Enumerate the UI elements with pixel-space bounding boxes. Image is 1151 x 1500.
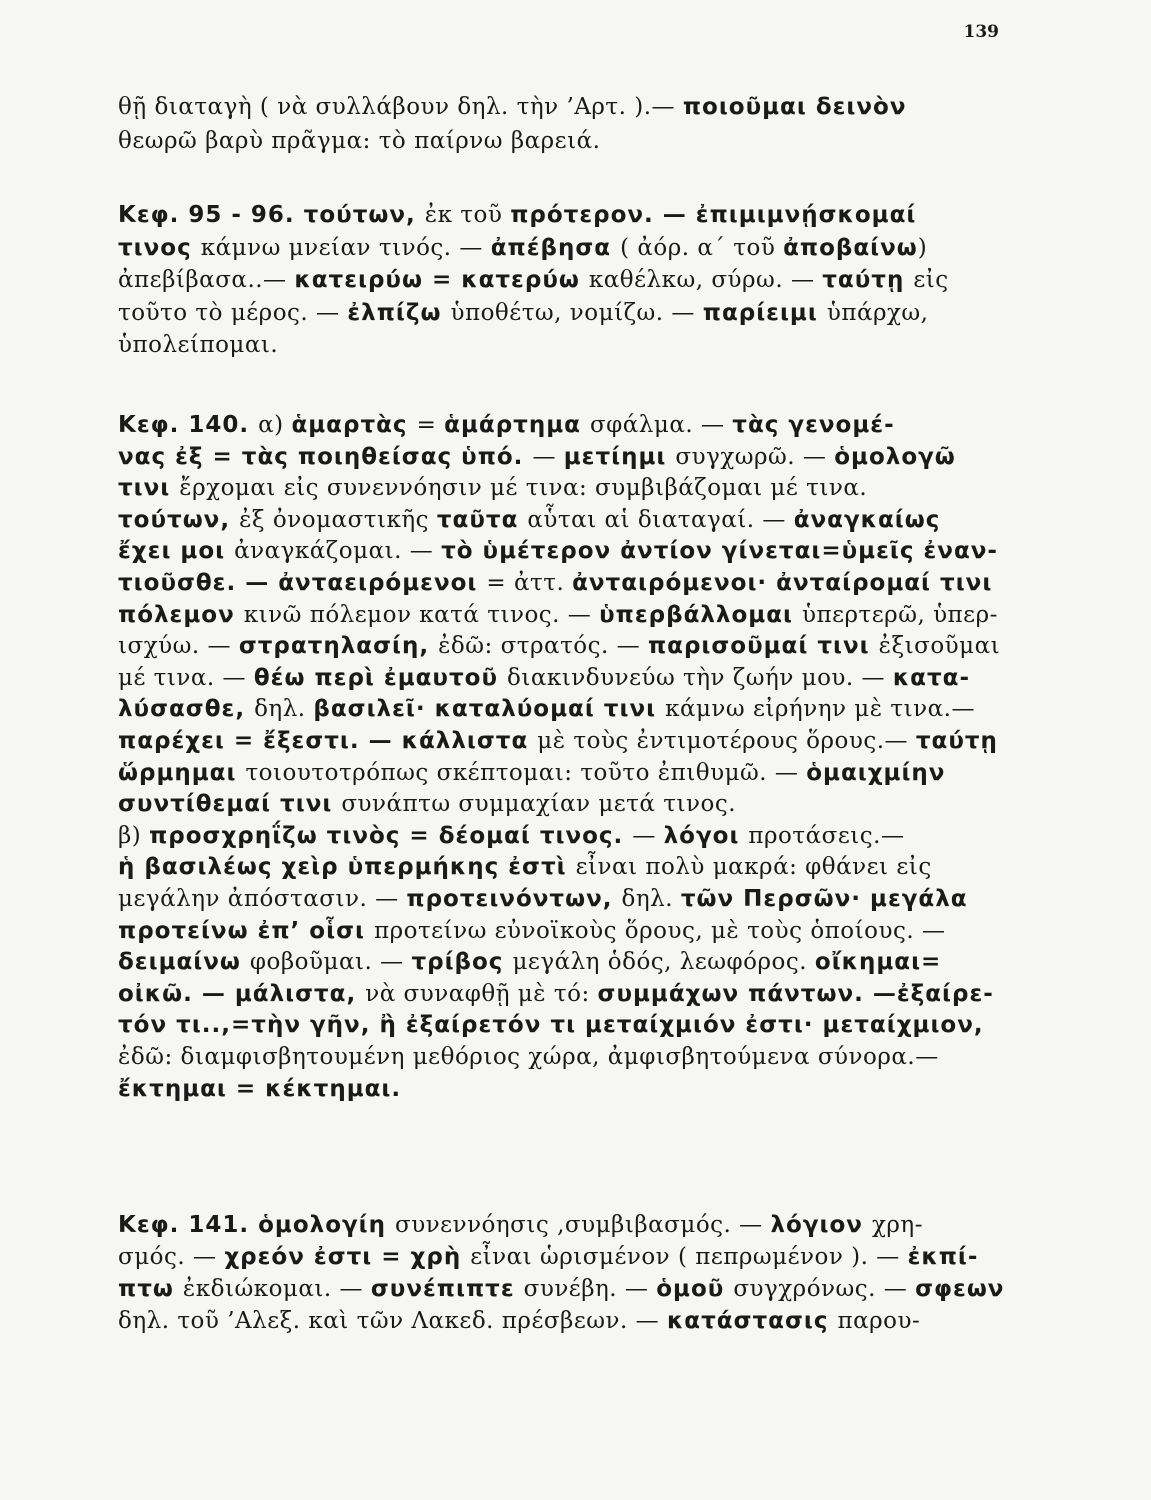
gloss-text: εἶναι πολὺ μακρά: φθάνει εἰς: [575, 854, 932, 881]
bold-term: τιοῦσθε. — ἀνταειρόμενοι: [118, 570, 487, 596]
gloss-text: μεγάλη ὁδός, λεωφόρος.: [512, 949, 815, 976]
gloss-text: δηλ.: [621, 886, 681, 912]
gloss-text: ὑπολείπομαι.: [118, 332, 279, 358]
bold-term: ἔχει μοι: [118, 538, 235, 565]
gloss-text: φοβοῦμαι. —: [249, 949, 412, 976]
bold-term: θέω περὶ ἐμαυτοῦ: [253, 664, 507, 691]
text-line: [118, 536, 1038, 566]
gloss-text: β): [118, 822, 150, 849]
gloss-text: χρη-: [871, 1212, 923, 1238]
gloss-text: προτείνω εὐνοϊκοὺς ὅρους, μὲ τοὺς ὁποίους. —: [373, 917, 946, 944]
bold-term: πόλεμον: [118, 601, 244, 628]
bold-term: ἀναγκαίως: [793, 506, 941, 533]
text-line: [118, 330, 1038, 360]
text-line: [118, 979, 1038, 1009]
gloss-text: εἶναι ὡρισμένον ( πεπρωμένον ). —: [470, 1244, 908, 1270]
gloss-text: αὗται αἱ διαταγαί. —: [527, 506, 794, 533]
text-line: [118, 631, 1038, 661]
bold-term: ταύτῃ: [822, 267, 914, 293]
gloss-text: ὑπερτερῶ, ὑπερ-: [802, 601, 998, 628]
gloss-text: συγχρόνως. —: [733, 1276, 916, 1302]
text-line: [118, 852, 1038, 882]
bold-term: παρέχει = ἔξεστι. — κάλλιστα: [118, 728, 538, 754]
bold-term: μετίημι: [563, 443, 676, 470]
bold-term: βασιλεῖ· καταλύομαί τινι: [313, 696, 666, 723]
text-line: [118, 265, 1038, 295]
bold-term: οἰκῶ. — μάλιστα,: [118, 980, 366, 1007]
bold-term: συμμάχων πάντων. —ἐξαίρε-: [597, 980, 994, 1007]
bold-term: ὥρμημαι: [118, 759, 246, 786]
text-line: [118, 726, 1038, 756]
bold-term: στρατηλασίη,: [238, 633, 439, 660]
gloss-text: ἐκ τοῦ: [424, 202, 511, 228]
gloss-text: συγχωρῶ. —: [675, 443, 835, 470]
text-line: [118, 884, 1038, 914]
gloss-text: μὲ τοὺς ἐντιμοτέρους ὅρους.—: [537, 728, 916, 754]
gloss-text: ἀναγκάζομαι. —: [234, 538, 442, 565]
text-line: [118, 126, 1038, 156]
bold-term: λόγιον: [770, 1212, 872, 1238]
gloss-text: δηλ.: [254, 696, 314, 723]
text-line: [118, 758, 1038, 788]
gloss-text: κάμνω μνείαν τινός. —: [200, 234, 491, 261]
bold-term: Κεφ. 141. ὁμολογίη: [118, 1212, 396, 1238]
gloss-text: μέ τινα. —: [118, 664, 254, 691]
gloss-text: ): [917, 234, 928, 261]
bold-term: οἴκημαι=: [814, 949, 942, 976]
bold-term: κατάστασις: [666, 1308, 838, 1334]
gloss-text: ὑποθέτω, νομίζω. —: [450, 299, 703, 326]
text-line: [118, 473, 1038, 503]
bold-term: τούτων,: [118, 506, 240, 533]
bold-term: Κεφ. 95 - 96. τούτων,: [118, 202, 425, 228]
text-line: [118, 694, 1038, 724]
text-line: [118, 200, 1038, 230]
gloss-text: συνάπτω συμμαχίαν μετά τινος.: [341, 791, 737, 818]
page-number: 139: [963, 22, 999, 42]
bold-term: δειμαίνω: [118, 949, 250, 976]
text-line: [118, 947, 1038, 977]
bold-term: ἀνταιρόμενοι· ἀνταίρομαί τινι: [572, 570, 993, 596]
bold-term: κατειρύω = κατερύω: [294, 267, 589, 293]
bold-term: ἡ βασιλέως χεὶρ ὑπερμήκης ἐστὶ: [118, 854, 576, 881]
text-line: [118, 568, 1038, 598]
gloss-text: καθέλκω, σύρω. —: [588, 267, 823, 293]
gloss-text: ἐδῶ: στρατός. —: [438, 633, 648, 660]
gloss-text: διακινδυνεύω τὴν ζωήν μου. —: [506, 664, 893, 691]
bold-term: κατα-: [892, 664, 971, 691]
gloss-text: συνέβη. —: [523, 1276, 657, 1302]
gloss-text: ισχύω. —: [118, 633, 239, 660]
gloss-text: τοῦτο τὸ μέρος. —: [118, 299, 348, 326]
text-line: [118, 600, 1038, 630]
text-line: [118, 298, 1038, 328]
text-line: [118, 1306, 1038, 1336]
text-line: [118, 1242, 1038, 1272]
gloss-text: προτάσεις.—: [748, 822, 905, 849]
bold-term: τινι: [118, 475, 180, 502]
gloss-text: παρου-: [837, 1308, 921, 1334]
bold-term: προτείνω ἐπ’ οἷσι: [118, 917, 374, 944]
bold-term: παρίειμι: [702, 299, 827, 326]
gloss-text: = ἀττ.: [486, 570, 573, 596]
bold-term: ἁμάρτημα: [444, 412, 590, 438]
bold-term: τὰς γενομέ-: [732, 412, 895, 438]
text-line: [118, 233, 1038, 263]
bold-term: συνέπιπτε: [370, 1276, 524, 1302]
gloss-text: —: [632, 822, 664, 849]
gloss-text: θῇ διαταγὴ ( νὰ συλλάβουν δηλ. τὴν ’Αρτ. ).—: [118, 94, 683, 120]
bold-term: Κεφ. 140.: [118, 412, 259, 438]
bold-term: ἐκπί-: [907, 1244, 979, 1270]
bold-term: ταῦτα: [436, 506, 528, 533]
bold-term: ποιοῦμαι δεινὸν: [682, 94, 907, 120]
gloss-text: κινῶ πόλεμον κατά τινος. —: [243, 601, 600, 628]
text-line: [118, 916, 1038, 946]
bold-term: νας ἐξ = τὰς ποιηθείσας ὑπό.: [118, 443, 533, 470]
text-line: [118, 821, 1038, 851]
gloss-text: ὑπάρχω,: [826, 299, 929, 326]
bold-term: χρεόν ἐστι = χρὴ: [224, 1244, 471, 1270]
text-line: [118, 1274, 1038, 1304]
bold-term: ὁμοῦ: [656, 1276, 734, 1302]
text-line: [118, 505, 1038, 535]
bold-term: τρίβος: [411, 949, 513, 976]
text-line: [118, 1010, 1038, 1040]
bold-term: ἀπέβησα: [490, 234, 621, 261]
gloss-text: ἐξ ὀνομαστικῆς: [239, 506, 437, 533]
bold-term: ἁμαρτὰς: [291, 412, 417, 438]
bold-term: συντίθεμαί τινι: [118, 791, 342, 818]
bold-term: ἀποβαίνω: [783, 234, 918, 261]
bold-term: ὁμολογῶ: [834, 443, 956, 470]
gloss-text: δηλ. τοῦ ’Αλεξ. καὶ τῶν Λακεδ. πρέσβεων. —: [118, 1308, 667, 1334]
bold-term: ἐλπίζω: [347, 299, 451, 326]
gloss-text: κάμνω εἰρήνην μὲ τινα.—: [665, 696, 975, 723]
gloss-text: εἰς: [913, 267, 949, 293]
gloss-text: σφάλμα. —: [589, 412, 733, 438]
bold-term: τινος: [118, 234, 201, 261]
bold-term: πτω: [118, 1276, 183, 1302]
gloss-text: συνεννόησις ,συμβιβασμός. —: [395, 1212, 771, 1238]
gloss-text: ( ἀόρ. α΄ τοῦ: [620, 234, 784, 261]
text-line: [118, 1074, 1038, 1104]
bold-term: προσχρηΐζω τινὸς = δέομαί τινος.: [149, 822, 633, 849]
gloss-text: ἐξισοῦμαι: [878, 633, 1001, 660]
bold-term: ταύτῃ: [915, 728, 998, 754]
bold-term: τόν τι..,=τὴν γῆν, ἢ ἐξαίρετόν τι μεταίχμιόν ἐστι· μεταίχμιον,: [118, 1012, 984, 1039]
gloss-text: τοιουτοτρόπως σκέπτομαι: τοῦτο ἐπιθυμῶ. —: [245, 759, 807, 786]
bold-term: ὁμαιχμίην: [806, 759, 946, 786]
bold-term: λόγοι: [663, 822, 749, 849]
gloss-text: —: [532, 443, 564, 470]
gloss-text: ἀπεβίβασα..—: [118, 267, 295, 293]
gloss-text: νὰ συναφθῇ μὲ τό:: [365, 980, 598, 1007]
bold-term: τὸ ὑμέτερον ἀντίον γίνεται=ὑμεῖς ἐναν-: [441, 538, 998, 565]
gloss-text: σμός. —: [118, 1244, 225, 1270]
text-line: [118, 663, 1038, 693]
text-line: [118, 1042, 1038, 1072]
text-line: [118, 1210, 1038, 1240]
bold-term: τῶν Περσῶν· μεγάλα: [680, 886, 968, 912]
bold-term: ἔκτημαι = κέκτημαι.: [118, 1075, 402, 1102]
gloss-text: =: [416, 412, 445, 438]
text-line: [118, 789, 1038, 819]
gloss-text: ἐκδιώκομαι. —: [182, 1276, 371, 1302]
text-line: [118, 410, 1038, 440]
bold-term: πρότερον. — ἐπιμιμνῄσκομαί: [510, 202, 917, 228]
bold-term: προτεινόντων,: [406, 886, 622, 912]
bold-term: σφεων: [915, 1276, 1005, 1302]
text-line: [118, 92, 1038, 122]
text-line: [118, 442, 1038, 472]
gloss-text: ἐδῶ: διαμφισβητουμένη μεθόριος χώρα, ἀμφισβητούμενα σύνορα.—: [118, 1044, 939, 1070]
gloss-text: θεωρῶ βαρὺ πρᾶγμα: τὸ παίρνω βαρειά.: [118, 128, 601, 154]
gloss-text: ἔρχομαι εἰς συνεννόησιν μέ τινα: συμβιβάζομαι μέ τινα.: [179, 475, 868, 502]
bold-term: παρισοῦμαί τινι: [647, 633, 879, 660]
bold-term: λύσασθε,: [118, 696, 255, 723]
bold-term: ὑπερβάλλομαι: [599, 601, 802, 628]
gloss-text: α): [258, 412, 292, 438]
gloss-text: μεγάλην ἀπόστασιν. —: [118, 886, 407, 912]
